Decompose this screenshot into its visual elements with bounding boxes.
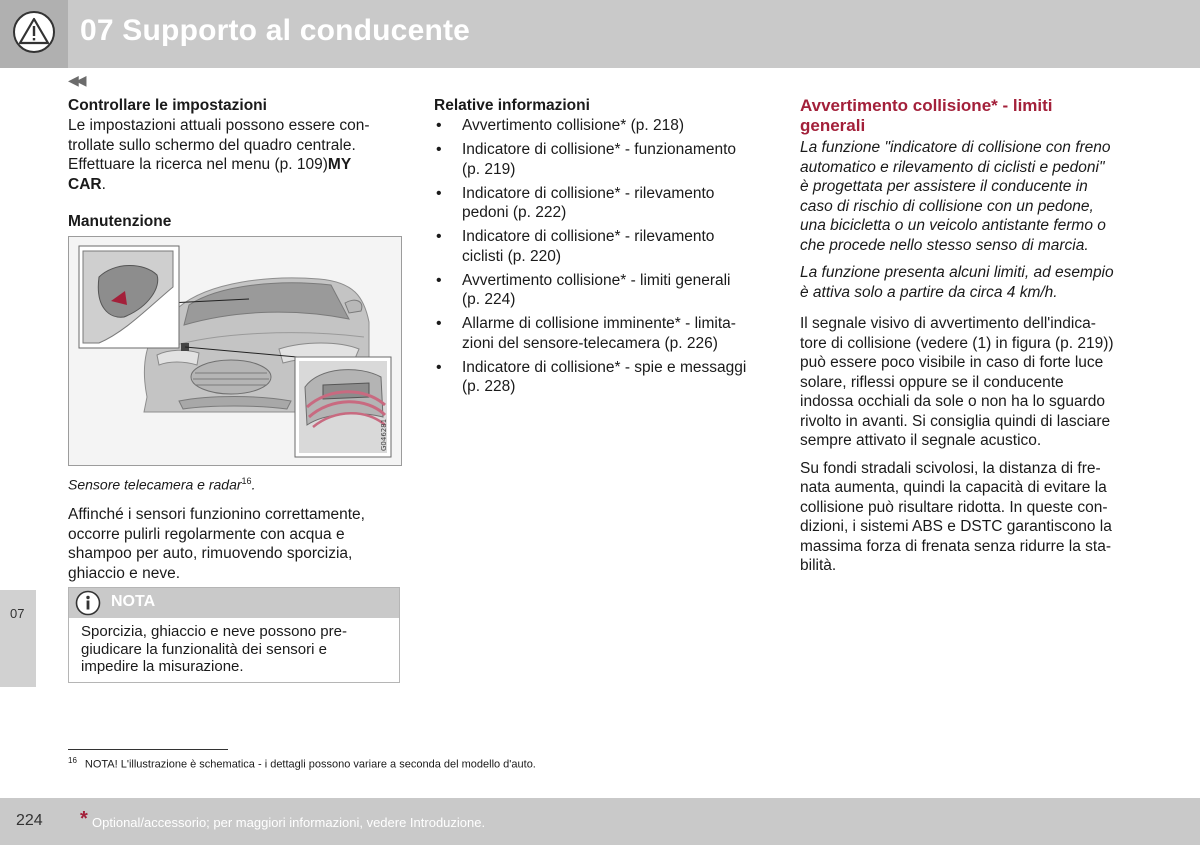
text-line: è attiva solo a partire da circa 4 km/h.	[800, 283, 1058, 301]
text-line: caso di rischio di collisione con un pedone,	[800, 197, 1094, 215]
text-line: La funzione presenta alcuni limiti, ad esempio	[800, 264, 1114, 281]
asterisk-mark: *	[80, 808, 88, 830]
column-left	[68, 96, 398, 583]
text-line: Il segnale visivo di avvertimento dell'indica-	[800, 315, 1096, 332]
link-text: ciclisti (p. 220)	[462, 247, 562, 265]
text-line: massima forza di frenata senza ridurre la sta-	[800, 537, 1111, 555]
text-line: ghiaccio e neve.	[68, 564, 181, 582]
note-title: NOTA	[111, 593, 156, 610]
section-heading-settings: Controllare le impostazioni	[68, 97, 267, 114]
column-middle	[434, 96, 774, 401]
maintenance-paragraph	[68, 505, 398, 583]
text-line: bilità.	[800, 557, 837, 574]
info-icon	[75, 590, 101, 616]
warning-triangle-icon	[12, 10, 56, 54]
link-text: pedoni (p. 222)	[462, 204, 567, 221]
link-text: (p. 219)	[462, 160, 516, 178]
section-title-limits	[800, 96, 1130, 136]
text-line: collisione può risultare ridotta. In queste con-	[800, 498, 1108, 516]
footnote-number: 16	[68, 756, 77, 765]
link-text: Allarme di collisione imminente* - limita-	[462, 315, 736, 332]
related-link[interactable]	[434, 140, 774, 179]
text-line: può essere poco visibile in caso di forte luce	[800, 354, 1104, 371]
text-line: dizioni, i sistemi ABS e DSTC garantiscono la	[800, 518, 1112, 535]
visual-signal-paragraph	[800, 314, 1130, 451]
page-header	[0, 0, 1200, 68]
related-link[interactable]	[434, 184, 774, 223]
link-text: Avvertimento collisione* (p. 218)	[462, 117, 684, 134]
limits-italic-paragraph	[800, 263, 1130, 302]
link-text: zioni del sensore-telecamera (p. 226)	[462, 334, 718, 352]
back-nav-link[interactable]: ◀◀	[68, 72, 84, 88]
title-line: Avvertimento collisione* - limiti	[800, 96, 1053, 115]
link-text: Avvertimento collisione* - limiti generali	[462, 271, 731, 289]
menu-name: CAR	[68, 175, 102, 193]
text-line: automatico e rilevamento di ciclisti e pedoni"	[800, 158, 1105, 176]
intro-italic-paragraph	[800, 138, 1130, 255]
page-footer	[0, 798, 1200, 845]
related-link[interactable]	[434, 271, 774, 310]
text-line: La funzione "indicatore di collisione con freno	[800, 139, 1111, 156]
text-line: rivolto in avanti. Si consiglia quindi di lasciare	[800, 412, 1111, 430]
header-icon-box	[0, 0, 68, 68]
footnote	[68, 756, 536, 771]
link-text: Indicatore di collisione* - funzionamento	[462, 141, 736, 158]
text-line: shampoo per auto, rimuovendo sporcizia,	[68, 545, 353, 563]
page-number: 224	[16, 812, 43, 829]
caption-text: Sensore telecamera e radar	[68, 476, 242, 493]
related-link[interactable]	[434, 116, 774, 136]
related-link[interactable]	[434, 314, 774, 353]
caption-punct: .	[251, 476, 256, 493]
related-info-list	[434, 116, 774, 397]
link-text: Indicatore di collisione* - rilevamento	[462, 184, 715, 202]
related-link[interactable]	[434, 227, 774, 266]
text-line: nata aumenta, quindi la capacità di evitare la	[800, 479, 1107, 496]
text-line: Su fondi stradali scivolosi, la distanza di fre-	[800, 459, 1101, 477]
footer-bar	[68, 798, 1200, 845]
slippery-road-paragraph	[800, 459, 1130, 576]
text-line: occorre pulirli regolarmente con acqua e	[68, 525, 345, 543]
footnote-rule	[68, 749, 228, 750]
note-text	[81, 623, 381, 676]
chapter-number: 07	[10, 606, 25, 621]
section-heading-maintenance: Manutenzione	[68, 213, 172, 230]
text-line: una bicicletta o un veicolo antistante fermo o	[800, 217, 1106, 234]
related-link[interactable]	[434, 358, 774, 397]
text-line: giudicare la funzionalità dei sensori e	[81, 640, 327, 658]
related-info-heading: Relative informazioni	[434, 97, 590, 114]
text-line: sempre attivato il segnale acustico.	[800, 432, 1042, 449]
sensor-figure	[68, 236, 402, 466]
text-line: Le impostazioni attuali possono essere con-	[68, 117, 370, 134]
footnote-ref[interactable]: 16	[241, 476, 252, 486]
footer-note: Optional/accessorio; per maggiori informazioni, vedere Introduzione.	[92, 815, 486, 830]
text-line: tore di collisione (vedere (1) in figura (p. 219))	[800, 334, 1114, 352]
figure-code: G046281	[380, 418, 388, 451]
chapter-tab[interactable]	[0, 590, 36, 687]
settings-paragraph	[68, 116, 398, 194]
text-line: è progettata per assistere il conducente in	[800, 178, 1088, 195]
footnote-text: NOTA! L'illustrazione è schematica - i dettagli possono variare a seconda del modello d'auto.	[84, 758, 536, 771]
figure-caption	[68, 472, 398, 495]
text-line: indossa occhiali da sole o non ha lo sguardo	[800, 393, 1106, 410]
text-line: che procede nello stesso senso di marcia.	[800, 236, 1089, 254]
link-text: (p. 228)	[462, 378, 516, 395]
link-text: Indicatore di collisione* - spie e messaggi	[462, 358, 747, 376]
page-ref-link[interactable]: Effettuare la ricerca nel menu (p. 109)	[68, 156, 328, 173]
text-line: solare, riflessi oppure se il conducente	[800, 373, 1064, 391]
car-sensor-illustration	[69, 237, 402, 466]
text-line: Affinché i sensori funzionino correttamente,	[68, 506, 365, 524]
text-line: trollate sullo schermo del quadro centrale.	[68, 136, 356, 154]
text-line: impedire la misurazione.	[81, 658, 244, 675]
menu-name: MY	[327, 156, 352, 173]
note-box	[68, 587, 400, 683]
text-line: Sporcizia, ghiaccio e neve possono pre-	[81, 623, 347, 640]
title-line: generali	[800, 116, 866, 135]
page-title: 07 Supporto al conducente	[80, 14, 471, 47]
page-number-box	[0, 798, 68, 845]
link-text: Indicatore di collisione* - rilevamento	[462, 228, 715, 245]
column-right	[800, 96, 1130, 576]
note-header	[69, 588, 399, 618]
link-text: (p. 224)	[462, 291, 516, 308]
text-punct: .	[101, 175, 106, 193]
